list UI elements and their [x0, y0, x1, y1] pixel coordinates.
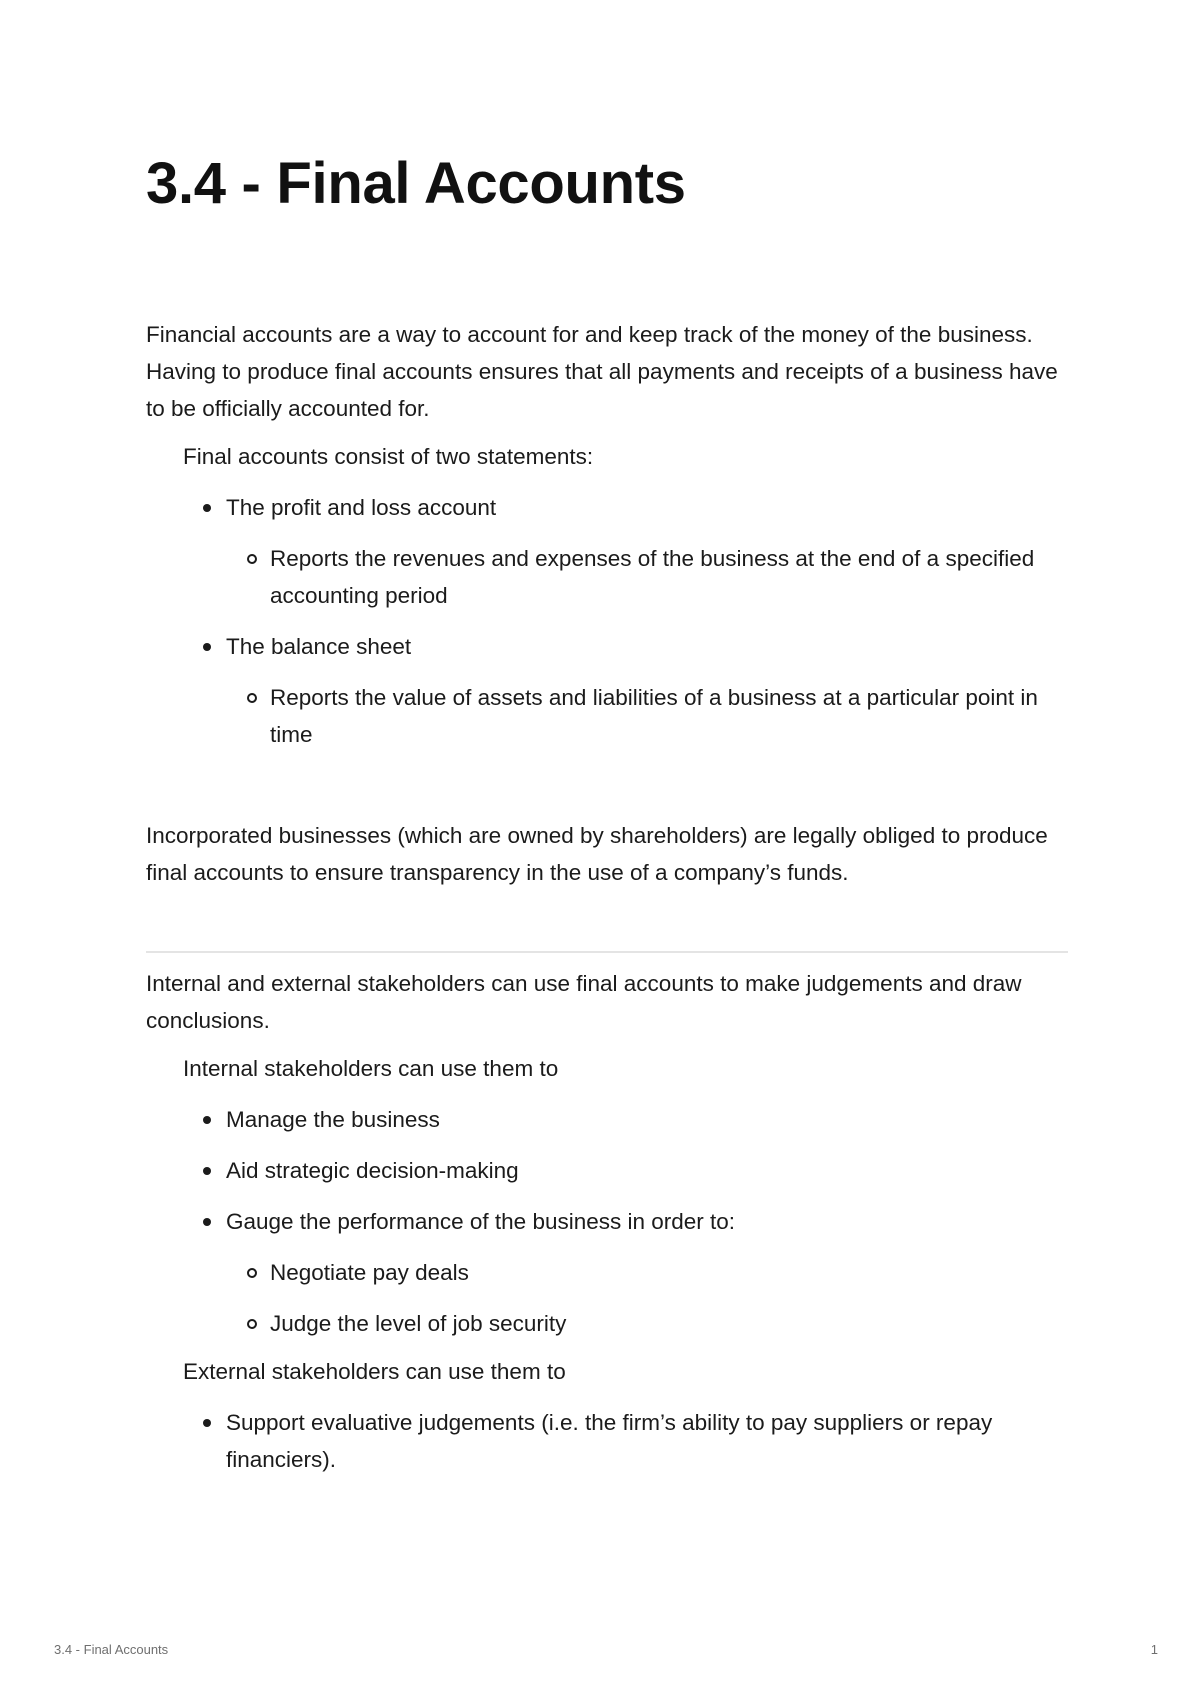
stakeholders-intro: Internal and external stakeholders can use final accounts to make judgements and draw conclusions.: [146, 971, 1022, 1033]
statements-label: Final accounts consist of two statements:: [183, 444, 594, 469]
list-item: Manage the business: [226, 1101, 1068, 1138]
external-label: External stakeholders can use them to: [183, 1359, 566, 1384]
list-item-label: Gauge the performance of the business in order to:: [226, 1209, 736, 1234]
statements-list: [226, 489, 1068, 753]
page-title: 3.4 - Final Accounts: [146, 151, 686, 216]
statement-label: The profit and loss account: [226, 495, 497, 520]
internal-uses-list: [226, 1101, 1068, 1342]
list-item: Negotiate pay deals: [270, 1254, 1068, 1291]
internal-label: Internal stakeholders can use them to: [183, 1056, 559, 1081]
list-item: Reports the value of assets and liabilities of a business at a particular point in time: [270, 679, 1068, 753]
page-number: 1: [1150, 1642, 1158, 1657]
statement-detail-list: [270, 540, 1068, 614]
intro-paragraph: Financial accounts are a way to account for and keep track of the money of the business. Having to produce final accounts ensures that all payments and receipts of a business have to be officially accounted for.: [146, 322, 1058, 421]
list-item: [226, 489, 1068, 614]
document-body: [146, 316, 1068, 1478]
list-item: Reports the revenues and expenses of the business at the end of a specified accounting period: [270, 540, 1068, 614]
list-item: Aid strategic decision-making: [226, 1152, 1068, 1189]
internal-subuses-list: [270, 1254, 1068, 1342]
list-item: Support evaluative judgements (i.e. the firm’s ability to pay suppliers or repay financiers).: [226, 1404, 1068, 1478]
section-divider: [146, 951, 1068, 953]
list-item: [226, 628, 1068, 753]
external-uses-list: [226, 1404, 1068, 1478]
statement-detail-list: [270, 679, 1068, 753]
list-item: Judge the level of job security: [270, 1305, 1068, 1342]
incorporated-paragraph: Incorporated businesses (which are owned by shareholders) are legally obliged to produce final accounts to ensure transparency in the use of a company’s funds.: [146, 823, 1048, 885]
footer-title: 3.4 - Final Accounts: [54, 1642, 169, 1657]
list-item: [226, 1203, 1068, 1342]
statement-label: The balance sheet: [226, 634, 412, 659]
